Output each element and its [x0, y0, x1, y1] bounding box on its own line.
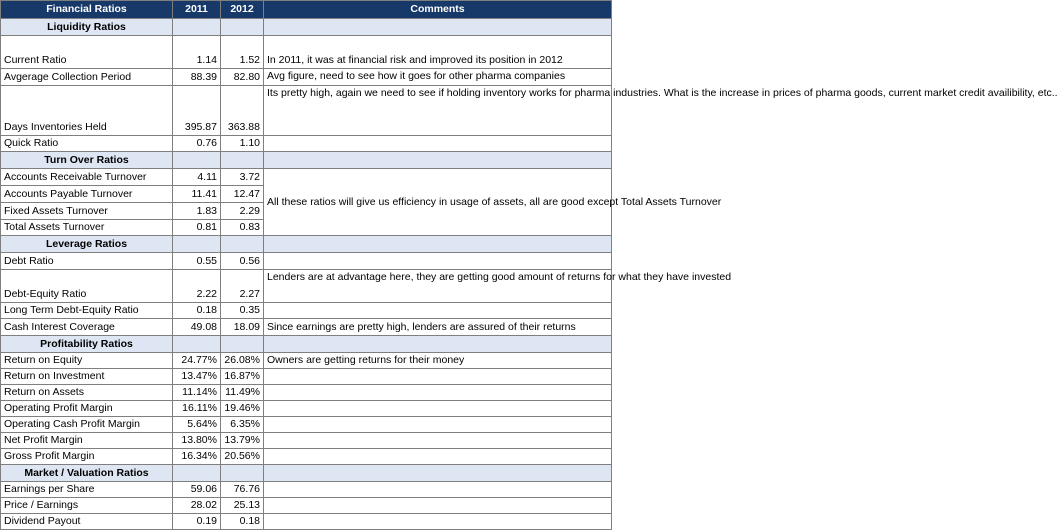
table-row	[1, 303, 612, 319]
ratio-label: Debt-Equity Ratio	[1, 270, 173, 303]
comment-cell-empty	[264, 253, 612, 270]
value-2011: 0.19	[173, 514, 221, 530]
table-row	[1, 401, 612, 417]
ratio-label: Days Inventories Held	[1, 86, 173, 136]
section-row	[1, 465, 612, 482]
value-2012: 6.35%	[221, 417, 264, 433]
ratio-label: Price / Earnings	[1, 498, 173, 514]
value-2011: 49.08	[173, 319, 221, 336]
ratio-label: Cash Interest Coverage	[1, 319, 173, 336]
value-2012: 19.46%	[221, 401, 264, 417]
comment-cell: Avg figure, need to see how it goes for other pharma companies	[264, 69, 612, 86]
header-financial-ratios: Financial Ratios	[1, 1, 173, 19]
value-2012: 13.79%	[221, 433, 264, 449]
value-2012: 2.29	[221, 203, 264, 220]
section-row	[1, 336, 612, 353]
ratio-label: Current Ratio	[1, 36, 173, 69]
table-row	[1, 353, 612, 369]
value-2011: 5.64%	[173, 417, 221, 433]
ratio-label: Quick Ratio	[1, 136, 173, 152]
table-row	[1, 498, 612, 514]
value-2011: 0.76	[173, 136, 221, 152]
table-row	[1, 417, 612, 433]
value-2011: 2.22	[173, 270, 221, 303]
value-2011: 11.41	[173, 186, 221, 203]
value-2012: 18.09	[221, 319, 264, 336]
value-2011: 24.77%	[173, 353, 221, 369]
value-2011: 0.81	[173, 220, 221, 236]
value-2012: 26.08%	[221, 353, 264, 369]
header-2011: 2011	[173, 1, 221, 19]
value-2012: 16.87%	[221, 369, 264, 385]
header-row	[1, 1, 612, 19]
ratio-label: Gross Profit Margin	[1, 449, 173, 465]
table-row	[1, 86, 612, 136]
section-market-valuation: Market / Valuation Ratios	[1, 465, 173, 482]
value-2012: 82.80	[221, 69, 264, 86]
value-2011: 28.02	[173, 498, 221, 514]
value-2011: 59.06	[173, 482, 221, 498]
comment-cell: Its pretty high, again we need to see if holding inventory works for pharma industries. What is the increase in prices of pharma goods, current market credit availibility, etc..	[264, 86, 612, 136]
value-2011: 13.47%	[173, 369, 221, 385]
comment-cell-empty	[264, 417, 612, 433]
ratio-label: Fixed Assets Turnover	[1, 203, 173, 220]
section-liquidity: Liquidity Ratios	[1, 19, 173, 36]
comment-cell-empty	[264, 401, 612, 417]
ratio-label: Return on Investment	[1, 369, 173, 385]
table-row	[1, 385, 612, 401]
value-2011: 0.18	[173, 303, 221, 319]
value-2012: 11.49%	[221, 385, 264, 401]
comment-cell: Owners are getting returns for their money	[264, 353, 612, 369]
ratio-label: Operating Cash Profit Margin	[1, 417, 173, 433]
value-2012: 0.18	[221, 514, 264, 530]
value-2012: 12.47	[221, 186, 264, 203]
section-row	[1, 152, 612, 169]
comment-cell-empty	[264, 136, 612, 152]
comment-cell-empty	[264, 449, 612, 465]
table-row	[1, 514, 612, 530]
ratio-label: Dividend Payout	[1, 514, 173, 530]
section-turnover: Turn Over Ratios	[1, 152, 173, 169]
comment-cell: In 2011, it was at financial risk and improved its position in 2012	[264, 36, 612, 69]
comment-cell-empty	[264, 498, 612, 514]
value-2012: 0.56	[221, 253, 264, 270]
ratio-label: Return on Equity	[1, 353, 173, 369]
section-profitability: Profitability Ratios	[1, 336, 173, 353]
table-row	[1, 253, 612, 270]
ratio-label: Avgerage Collection Period	[1, 69, 173, 86]
value-2011: 16.34%	[173, 449, 221, 465]
table-row	[1, 69, 612, 86]
value-2011: 4.11	[173, 169, 221, 186]
section-row	[1, 236, 612, 253]
value-2011: 16.11%	[173, 401, 221, 417]
table-row	[1, 369, 612, 385]
value-2011: 88.39	[173, 69, 221, 86]
comment-cell-empty	[264, 385, 612, 401]
value-2011: 395.87	[173, 86, 221, 136]
value-2012: 25.13	[221, 498, 264, 514]
section-row	[1, 19, 612, 36]
ratio-label: Earnings per Share	[1, 482, 173, 498]
table-row	[1, 433, 612, 449]
comment-cell-empty	[264, 433, 612, 449]
value-2012: 1.10	[221, 136, 264, 152]
value-2012: 2.27	[221, 270, 264, 303]
comment-cell-empty	[264, 514, 612, 530]
comment-cell: Since earnings are pretty high, lenders are assured of their returns	[264, 319, 612, 336]
value-2012: 0.35	[221, 303, 264, 319]
ratio-label: Accounts Receivable Turnover	[1, 169, 173, 186]
value-2011: 11.14%	[173, 385, 221, 401]
table-row	[1, 136, 612, 152]
table-row	[1, 169, 612, 186]
value-2012: 3.72	[221, 169, 264, 186]
section-leverage: Leverage Ratios	[1, 236, 173, 253]
value-2011: 1.83	[173, 203, 221, 220]
value-2012: 363.88	[221, 86, 264, 136]
header-comments: Comments	[264, 1, 612, 19]
value-2012: 76.76	[221, 482, 264, 498]
value-2011: 0.55	[173, 253, 221, 270]
value-2011: 1.14	[173, 36, 221, 69]
table-row	[1, 319, 612, 336]
table-row	[1, 270, 612, 303]
comment-cell: All these ratios will give us efficiency in usage of assets, all are good except Total Assets Turnover	[264, 169, 612, 236]
ratio-label: Accounts Payable Turnover	[1, 186, 173, 203]
ratio-label: Debt Ratio	[1, 253, 173, 270]
value-2012: 0.83	[221, 220, 264, 236]
value-2012: 20.56%	[221, 449, 264, 465]
ratio-label: Net Profit Margin	[1, 433, 173, 449]
comment-cell: Lenders are at advantage here, they are getting good amount of returns for what they have invested	[264, 270, 612, 303]
comment-cell-empty	[264, 482, 612, 498]
comment-cell-empty	[264, 369, 612, 385]
ratio-label: Long Term Debt-Equity Ratio	[1, 303, 173, 319]
ratio-label: Total Assets Turnover	[1, 220, 173, 236]
table-row	[1, 36, 612, 69]
ratio-label: Return on Assets	[1, 385, 173, 401]
table-row	[1, 482, 612, 498]
header-2012: 2012	[221, 1, 264, 19]
value-2012: 1.52	[221, 36, 264, 69]
comment-cell-empty	[264, 303, 612, 319]
ratio-label: Operating Profit Margin	[1, 401, 173, 417]
table-row	[1, 449, 612, 465]
value-2011: 13.80%	[173, 433, 221, 449]
